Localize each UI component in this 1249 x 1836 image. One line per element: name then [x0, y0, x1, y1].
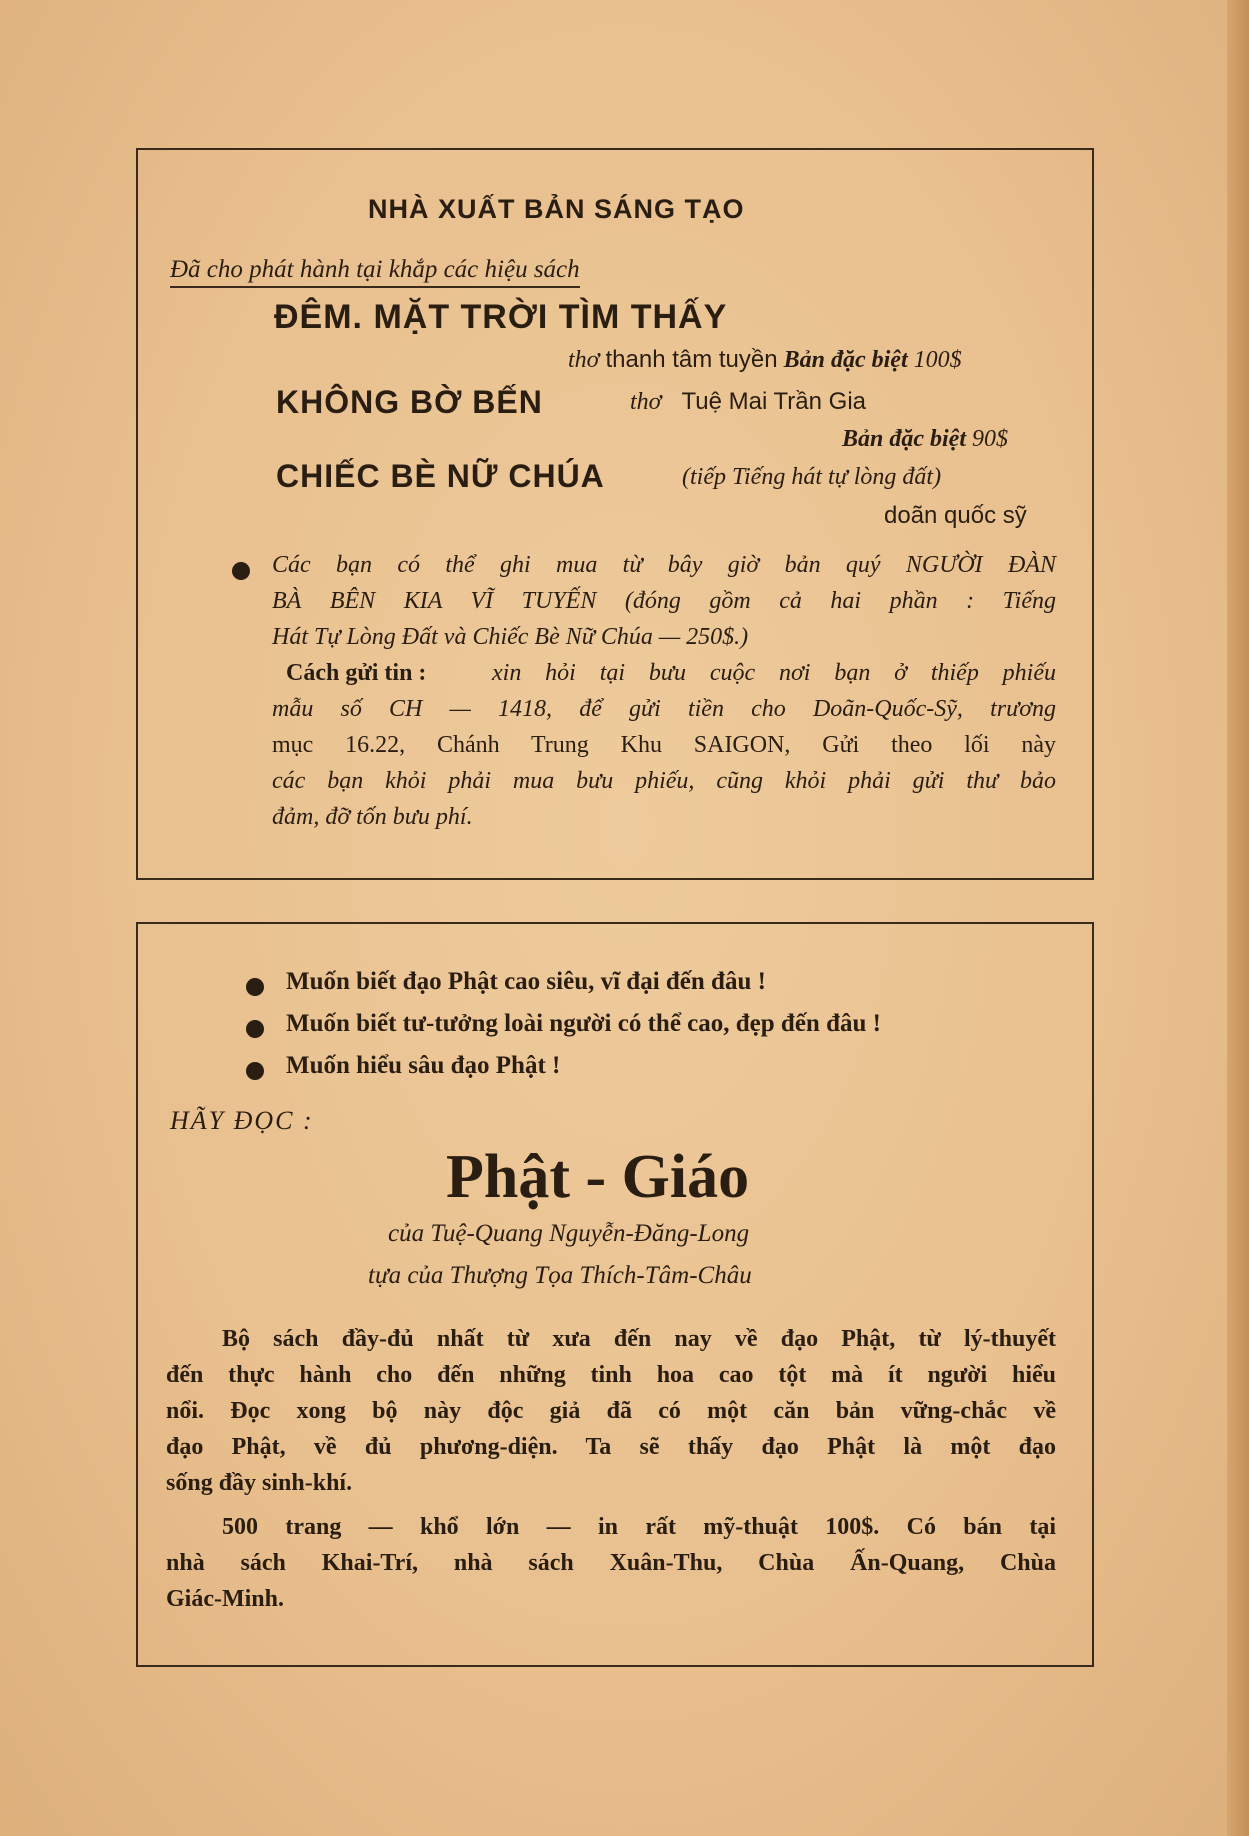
bullet-line-1: Muốn biết đạo Phật cao siêu, vĩ đại đến đâu ! [286, 968, 766, 995]
desc-line-2: đến thực hành cho đến những tinh hoa cao tột mà ít người hiểu [166, 1362, 1056, 1388]
desc-line-1: Bộ sách đầy-đủ nhất từ xưa đến nay về đạo Phật, từ lý-thuyết [222, 1326, 1056, 1352]
bullet-icon [232, 562, 250, 580]
desc-line-4: đạo Phật, về đủ phương-diện. Ta sẽ thấy đạo Phật là một đạo [166, 1434, 1056, 1460]
book3-title: CHIẾC BÈ NỮ CHÚA [276, 458, 605, 494]
order-line-2: BÀ BÊN KIA VĨ TUYẾN (đóng gồm cả hai phần : Tiếng [272, 588, 1056, 614]
sale-line-3: Giác-Minh. [166, 1586, 284, 1612]
bullet-icon [246, 1020, 264, 1038]
page-edge [1227, 0, 1249, 1836]
book1-author: thanh tâm tuyền [605, 346, 778, 373]
book1-meta [568, 346, 962, 374]
book2-price: 90$ [972, 426, 1008, 452]
book-title: Phật - Giáo [446, 1143, 750, 1211]
distribution-note: Đã cho phát hành tại khắp các hiệu sách [170, 256, 580, 288]
send-line-1: xin hỏi tại bưu cuộc nơi bạn ở thiếp phiếu [492, 660, 1056, 686]
desc-line-5: sống đầy sinh-khí. [166, 1470, 353, 1496]
book1-genre: thơ [568, 347, 600, 373]
send-line-5: đảm, đỡ tốn bưu phí. [272, 804, 473, 830]
book2-meta [630, 388, 866, 416]
book2-author: Tuệ Mai Trần Gia [681, 388, 866, 415]
publisher-name: NHÀ XUẤT BẢN SÁNG TẠO [368, 194, 745, 224]
order-line-1: Các bạn có thể ghi mua từ bây giờ bản quý NGƯỜI ĐÀN [272, 552, 1056, 578]
book2-edition-line [842, 426, 1008, 453]
order-line-3: Hát Tự Lòng Đất và Chiếc Bè Nữ Chúa — 250$.) [272, 624, 749, 650]
book3-author: doãn quốc sỹ [884, 502, 1027, 529]
bullet-icon [246, 978, 264, 996]
sale-line-1: 500 trang — khổ lớn — in rất mỹ-thuật 100$. Có bán tại [222, 1514, 1056, 1540]
send-label: Cách gửi tin : [286, 660, 427, 686]
desc-line-3: nổi. Đọc xong bộ này độc giả đã có một căn bản vững-chắc về [166, 1398, 1056, 1424]
send-line-4: các bạn khỏi phải mua bưu phiếu, cũng khỏi phải gửi thư bảo [272, 768, 1056, 794]
book1-title: ĐÊM. MẶT TRỜI TÌM THẤY [274, 298, 728, 336]
book1-edition: Bản đặc biệt [783, 347, 908, 373]
bullet-line-2: Muốn biết tư-tưởng loài người có thể cao, đẹp đến đâu ! [286, 1010, 881, 1037]
book-author: của Tuệ-Quang Nguyễn-Đăng-Long [388, 1220, 750, 1247]
send-line-2: mẫu số CH — 1418, để gửi tiền cho Doãn-Quốc-Sỹ, trương [272, 696, 1056, 722]
book2-genre: thơ [630, 389, 662, 415]
sale-line-2: nhà sách Khai-Trí, nhà sách Xuân-Thu, Chùa Ấn-Quang, Chùa [166, 1550, 1056, 1576]
bullet-line-3: Muốn hiểu sâu đạo Phật ! [286, 1052, 561, 1079]
read-label: HÃY ĐỌC : [170, 1106, 314, 1135]
send-line-3: mục 16.22, Chánh Trung Khu SAIGON, Gửi theo lối này [272, 732, 1056, 758]
book2-title: KHÔNG BỜ BẾN [276, 384, 543, 420]
book-preface: tựa của Thượng Tọa Thích-Tâm-Châu [368, 1262, 752, 1289]
bullet-icon [246, 1062, 264, 1080]
book2-edition: Bản đặc biệt [842, 426, 966, 452]
book3-note: (tiếp Tiếng hát tự lòng đất) [682, 464, 942, 490]
book1-price: 100$ [913, 347, 962, 373]
